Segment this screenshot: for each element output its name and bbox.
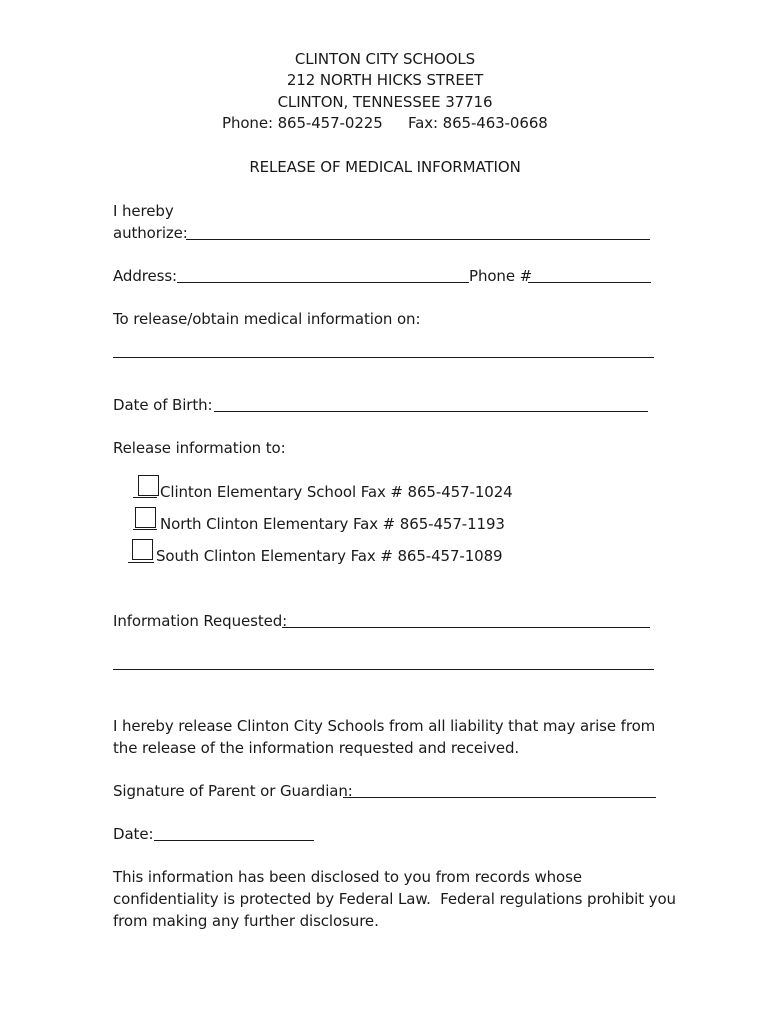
option-underline xyxy=(133,529,157,530)
school-phone: Phone: 865-457-0225 xyxy=(222,114,383,132)
school-street: 212 NORTH HICKS STREET xyxy=(286,71,484,89)
release-to-label: Release information to: xyxy=(113,439,286,457)
disclosure-line-3: from making any further disclosure. xyxy=(113,912,379,930)
form-title: RELEASE OF MEDICAL INFORMATION xyxy=(249,158,521,176)
option-underline xyxy=(133,497,157,498)
address-label: Address: xyxy=(113,267,177,285)
date-field[interactable] xyxy=(154,840,314,841)
signature-label: Signature of Parent or Guardian: xyxy=(113,782,353,800)
address-field[interactable] xyxy=(177,282,469,283)
info-requested-label: Information Requested: xyxy=(113,612,288,630)
school-fax: Fax: 865-463-0668 xyxy=(408,114,548,132)
info-requested-field[interactable] xyxy=(282,627,650,628)
option-south-clinton: South Clinton Elementary Fax # 865-457-1089 xyxy=(156,547,503,565)
date-label: Date: xyxy=(113,825,154,843)
authorize-field[interactable] xyxy=(186,239,650,240)
option-clinton-elementary: Clinton Elementary School Fax # 865-457-1024 xyxy=(160,483,513,501)
checkbox-clinton-elementary[interactable] xyxy=(138,475,159,496)
school-city: CLINTON, TENNESSEE 37716 xyxy=(277,93,493,111)
hereby-text: I hereby xyxy=(113,202,174,220)
checkbox-south-clinton[interactable] xyxy=(132,539,153,560)
release-obtain-label: To release/obtain medical information on: xyxy=(113,310,421,328)
authorize-label: authorize: xyxy=(113,224,188,242)
disclosure-line-2: confidentiality is protected by Federal Law. Federal regulations prohibit you xyxy=(113,890,676,908)
option-north-clinton: North Clinton Elementary Fax # 865-457-1193 xyxy=(160,515,505,533)
phone-field[interactable] xyxy=(528,282,651,283)
school-name: CLINTON CITY SCHOOLS xyxy=(294,50,476,68)
signature-field[interactable] xyxy=(343,797,656,798)
dob-field[interactable] xyxy=(214,411,648,412)
liability-line-1: I hereby release Clinton City Schools from all liability that may arise from xyxy=(113,717,656,735)
liability-line-2: the release of the information requested and received. xyxy=(113,739,520,757)
dob-label: Date of Birth: xyxy=(113,396,213,414)
option-underline xyxy=(128,562,154,563)
disclosure-line-1: This information has been disclosed to you from records whose xyxy=(113,868,582,886)
phone-label: Phone # xyxy=(469,267,533,285)
checkbox-north-clinton[interactable] xyxy=(135,507,156,528)
student-name-field[interactable] xyxy=(113,357,654,358)
info-requested-field-2[interactable] xyxy=(113,669,654,670)
